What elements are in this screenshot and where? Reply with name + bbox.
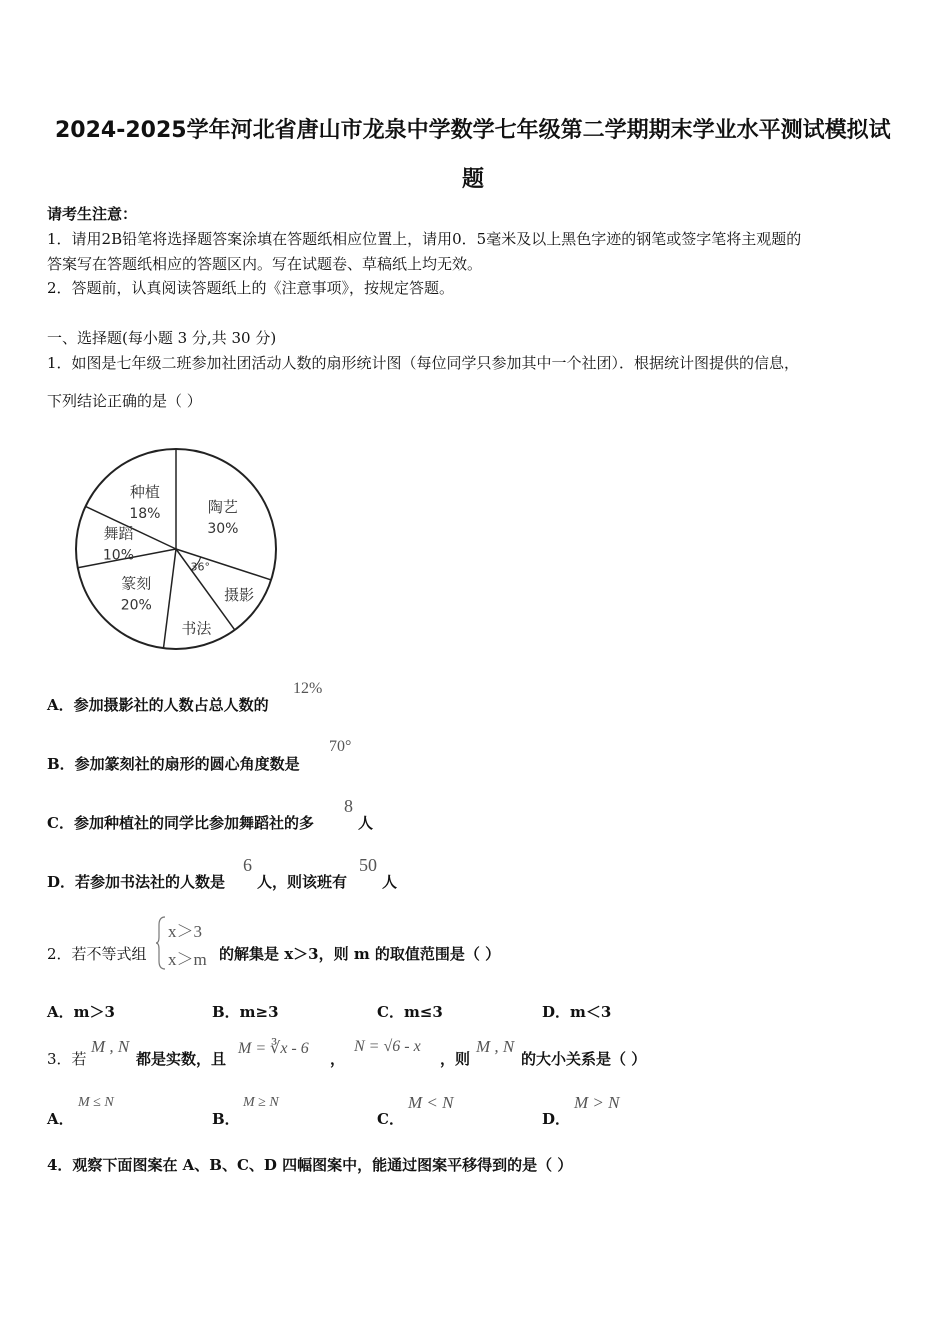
page-title-line-1: 2024-2025学年河北省唐山市龙泉中学数学七年级第二学期期末学业水平测试模拟试 bbox=[55, 118, 891, 143]
q1-option-c[interactable] bbox=[47, 812, 314, 833]
q1-option-d-tail: 人 bbox=[382, 873, 398, 891]
pie-value-1: 30% bbox=[207, 520, 239, 537]
page-title-line-2: 题 bbox=[462, 167, 485, 192]
angle-label: 36° bbox=[190, 560, 211, 574]
q1-option-a-math: 12% bbox=[293, 680, 323, 697]
question-3-suffix: 的大小关系是（ ） bbox=[521, 1050, 647, 1068]
q3-mn-1: M , N bbox=[91, 1037, 130, 1056]
q1-option-a[interactable] bbox=[47, 694, 269, 715]
pie-label-2: 摄影 bbox=[224, 585, 255, 604]
q1-option-c-math: 8 bbox=[344, 796, 353, 816]
q3-option-b-math: M ≥ N bbox=[243, 1095, 279, 1110]
question-1-line-1: 1．如图是七年级二班参加社团活动人数的扇形统计图（每位同学只参加其中一个社团）．根据统计图提供的信息， bbox=[47, 354, 800, 372]
question-4: 4．观察下面图案在 A、B、C、D 四幅图案中，能通过图案平移得到的是（ ） bbox=[47, 1156, 573, 1174]
pie-value-5: 10% bbox=[102, 547, 135, 564]
system-inequality-1: x＞3 bbox=[168, 922, 202, 941]
q3-option-d[interactable]: D． bbox=[542, 1110, 571, 1128]
q1-option-b-math: 70° bbox=[329, 738, 352, 755]
pie-label-3: 书法 bbox=[181, 619, 212, 638]
pie-label-6: 种植 bbox=[129, 483, 160, 502]
q2-option-d[interactable]: D．m＜3 bbox=[542, 1003, 612, 1021]
question-3-prefix: 3．若 bbox=[47, 1050, 87, 1068]
q2-option-a[interactable]: A．m＞3 bbox=[47, 1003, 115, 1021]
q3-option-a-math: M ≤ N bbox=[78, 1095, 114, 1110]
notice-item-1-line-2: 答案写在答题纸相应的答题区内。写在试题卷、草稿纸上均无效。 bbox=[47, 255, 483, 273]
q3-n-expression: N = √6 - x bbox=[354, 1038, 421, 1055]
notice-heading: 请考生注意： bbox=[47, 205, 138, 223]
q2-option-b[interactable]: B．m≥3 bbox=[212, 1003, 279, 1021]
q3-m-expression: M = ∛x - 6 bbox=[238, 1040, 309, 1057]
pie-label-5: 舞蹈 bbox=[103, 524, 134, 543]
q3-option-b[interactable]: B． bbox=[212, 1110, 240, 1128]
q2-option-c[interactable]: C．m≤3 bbox=[377, 1003, 443, 1021]
question-3-mid-1: 都是实数，且 bbox=[136, 1050, 227, 1068]
q3-option-d-math: M > N bbox=[574, 1093, 620, 1112]
q1-option-d-math-2: 50 bbox=[359, 855, 377, 875]
pie-value-6: 18% bbox=[129, 506, 161, 523]
q3-option-c-math: M < N bbox=[408, 1093, 454, 1112]
q1-option-c-text: C．参加种植社的同学比参加舞蹈社的多 bbox=[47, 814, 314, 832]
system-brace bbox=[155, 915, 167, 971]
question-1-line-2: 下列结论正确的是（ ） bbox=[47, 392, 202, 410]
system-inequality-2: x＞m bbox=[168, 950, 207, 969]
pie-label-1: 陶艺 bbox=[207, 497, 238, 516]
q1-option-d[interactable] bbox=[47, 871, 225, 892]
pie-label-4: 篆刻 bbox=[121, 574, 152, 593]
q3-mn-2: M , N bbox=[476, 1037, 515, 1056]
question-3-comma: ， bbox=[330, 1050, 346, 1068]
notice-item-1-line-1: 1．请用2B铅笔将选择题答案涂填在答题纸相应位置上，请用0．5毫米及以上黑色字迹的钢笔或签字笔将主观题的 bbox=[47, 230, 802, 248]
question-3-mid-2: ，则 bbox=[440, 1050, 471, 1068]
question-2-suffix: 的解集是 x＞3，则 m 的取值范围是（ ） bbox=[219, 945, 501, 963]
section-heading: 一、选择题(每小题 3 分,共 30 分) bbox=[47, 329, 277, 347]
q1-option-a-text: A．参加摄影社的人数占总人数的 bbox=[47, 696, 269, 714]
question-2-prefix: 2．若不等式组 bbox=[47, 945, 147, 963]
notice-item-2: 2．答题前，认真阅读答题纸上的《注意事项》，按规定答题。 bbox=[47, 279, 455, 297]
q1-option-b-text: B．参加篆刻社的扇形的圆心角度数是 bbox=[47, 755, 300, 773]
q1-option-b[interactable] bbox=[47, 753, 300, 774]
q3-option-c[interactable]: C． bbox=[377, 1110, 404, 1128]
pie-value-4: 20% bbox=[120, 597, 152, 614]
q1-option-c-tail: 人 bbox=[358, 814, 374, 832]
pie-chart bbox=[70, 440, 280, 660]
q1-option-d-math-1: 6 bbox=[243, 855, 252, 875]
q1-option-d-mid: 人，则该班有 bbox=[257, 873, 348, 891]
q1-option-d-text: D．若参加书法社的人数是 bbox=[47, 873, 226, 891]
q3-option-a[interactable]: A． bbox=[47, 1110, 74, 1128]
